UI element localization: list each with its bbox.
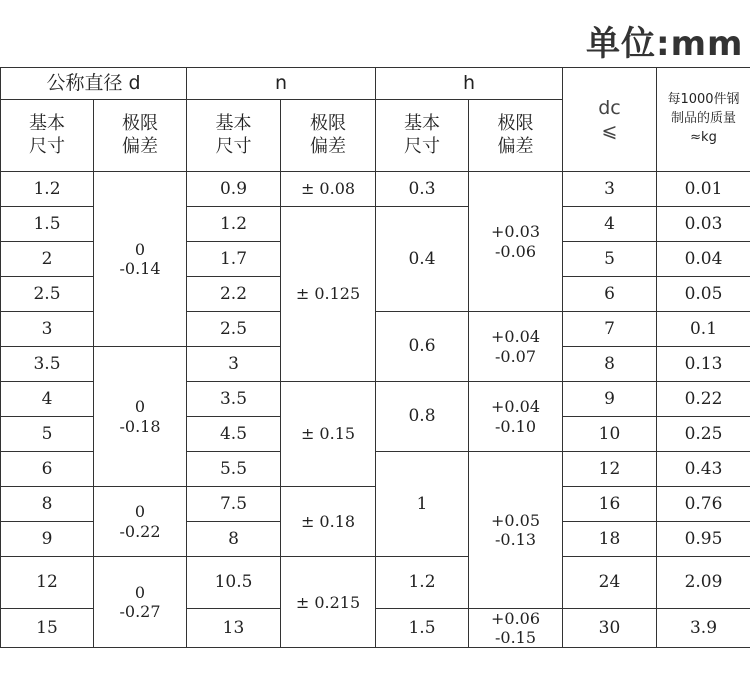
header-h-limit: 极限 偏差 xyxy=(469,100,563,172)
header-dc: dc ⩽ xyxy=(563,68,657,172)
d-basic-cell: 8 xyxy=(1,487,94,522)
n-basic-cell: 2.2 xyxy=(187,277,281,312)
mass-cell: 0.22 xyxy=(657,382,750,417)
n-tolerance-cell: ± 0.18 xyxy=(281,487,376,557)
n-basic-cell: 3.5 xyxy=(187,382,281,417)
d-basic-cell: 15 xyxy=(1,609,94,648)
d-tolerance-cell: 0 -0.14 xyxy=(94,172,187,347)
header-d-basic: 基本 尺寸 xyxy=(1,100,94,172)
h-tolerance-cell: +0.04 -0.07 xyxy=(469,312,563,382)
n-basic-cell: 3 xyxy=(187,347,281,382)
dc-cell: 16 xyxy=(563,487,657,522)
dc-cell: 9 xyxy=(563,382,657,417)
n-tolerance-cell: ± 0.125 xyxy=(281,207,376,382)
n-basic-cell: 10.5 xyxy=(187,557,281,609)
mass-cell: 0.04 xyxy=(657,242,750,277)
h-basic-cell: 1 xyxy=(376,452,469,557)
unit-bar xyxy=(0,8,750,68)
header-mass: 每1000件钢 制品的质量 ≈kg xyxy=(657,68,750,172)
mass-cell: 0.1 xyxy=(657,312,750,347)
h-tolerance-cell: +0.03 -0.06 xyxy=(469,172,563,312)
dc-cell: 7 xyxy=(563,312,657,347)
n-basic-cell: 5.5 xyxy=(187,452,281,487)
n-basic-cell: 1.2 xyxy=(187,207,281,242)
h-basic-cell: 0.3 xyxy=(376,172,469,207)
header-d-limit: 极限 偏差 xyxy=(94,100,187,172)
dc-cell: 6 xyxy=(563,277,657,312)
n-tolerance-cell: ± 0.08 xyxy=(281,172,376,207)
dc-cell: 18 xyxy=(563,522,657,557)
dc-cell: 10 xyxy=(563,417,657,452)
n-basic-cell: 1.7 xyxy=(187,242,281,277)
n-basic-cell: 13 xyxy=(187,609,281,648)
dc-cell: 3 xyxy=(563,172,657,207)
d-basic-cell: 9 xyxy=(1,522,94,557)
mass-cell: 0.03 xyxy=(657,207,750,242)
d-basic-cell: 1.5 xyxy=(1,207,94,242)
d-tolerance-cell: 0 -0.18 xyxy=(94,347,187,487)
dc-cell: 4 xyxy=(563,207,657,242)
n-tolerance-cell: ± 0.215 xyxy=(281,557,376,648)
h-tolerance-cell: +0.05 -0.13 xyxy=(469,452,563,609)
h-basic-cell: 1.2 xyxy=(376,557,469,609)
d-basic-cell: 12 xyxy=(1,557,94,609)
d-basic-cell: 4 xyxy=(1,382,94,417)
mass-cell: 0.05 xyxy=(657,277,750,312)
mass-cell: 0.95 xyxy=(657,522,750,557)
h-basic-cell: 0.6 xyxy=(376,312,469,382)
mass-cell: 2.09 xyxy=(657,557,750,609)
header-n-limit: 极限 偏差 xyxy=(281,100,376,172)
h-basic-cell: 0.8 xyxy=(376,382,469,452)
dc-cell: 5 xyxy=(563,242,657,277)
unit-label: 单位:mm xyxy=(586,24,744,64)
d-basic-cell: 3.5 xyxy=(1,347,94,382)
h-tolerance-cell: +0.04 -0.10 xyxy=(469,382,563,452)
dc-cell: 8 xyxy=(563,347,657,382)
d-tolerance-cell: 0 -0.27 xyxy=(94,557,187,648)
mass-cell: 0.43 xyxy=(657,452,750,487)
mass-cell: 0.13 xyxy=(657,347,750,382)
spec-table xyxy=(0,67,750,648)
header-nominal-d: 公称直径 d xyxy=(1,68,187,100)
dc-cell: 30 xyxy=(563,609,657,648)
header-n: n xyxy=(187,68,376,100)
h-tolerance-cell: +0.06 -0.15 xyxy=(469,609,563,648)
d-basic-cell: 6 xyxy=(1,452,94,487)
d-basic-cell: 5 xyxy=(1,417,94,452)
d-basic-cell: 1.2 xyxy=(1,172,94,207)
d-tolerance-cell: 0 -0.22 xyxy=(94,487,187,557)
header-n-basic: 基本 尺寸 xyxy=(187,100,281,172)
mass-cell: 0.01 xyxy=(657,172,750,207)
mass-cell: 0.25 xyxy=(657,417,750,452)
header-h: h xyxy=(376,68,563,100)
header-h-basic: 基本 尺寸 xyxy=(376,100,469,172)
n-basic-cell: 0.9 xyxy=(187,172,281,207)
dc-cell: 24 xyxy=(563,557,657,609)
d-basic-cell: 2 xyxy=(1,242,94,277)
n-basic-cell: 7.5 xyxy=(187,487,281,522)
mass-cell: 3.9 xyxy=(657,609,750,648)
d-basic-cell: 3 xyxy=(1,312,94,347)
n-basic-cell: 4.5 xyxy=(187,417,281,452)
h-basic-cell: 1.5 xyxy=(376,609,469,648)
h-basic-cell: 0.4 xyxy=(376,207,469,312)
d-basic-cell: 2.5 xyxy=(1,277,94,312)
dc-cell: 12 xyxy=(563,452,657,487)
n-basic-cell: 2.5 xyxy=(187,312,281,347)
n-tolerance-cell: ± 0.15 xyxy=(281,382,376,487)
n-basic-cell: 8 xyxy=(187,522,281,557)
mass-cell: 0.76 xyxy=(657,487,750,522)
